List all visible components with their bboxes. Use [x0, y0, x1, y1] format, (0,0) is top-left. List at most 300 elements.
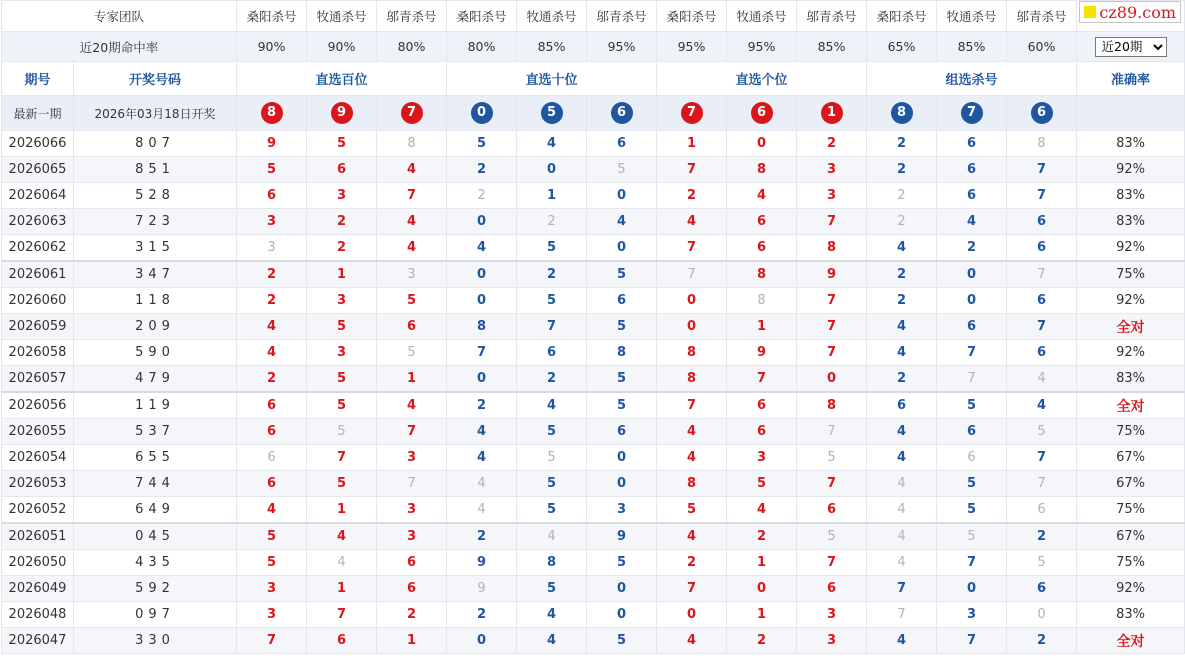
kill-number: 4 — [657, 523, 727, 550]
kill-number: 8 — [517, 550, 587, 576]
table-row — [2, 550, 1185, 576]
kill-number: 7 — [797, 209, 867, 235]
kill-number: 7 — [377, 183, 447, 209]
kill-number: 9 — [447, 576, 517, 602]
issue-number: 2026059 — [2, 314, 74, 340]
kill-number: 5 — [587, 628, 657, 654]
kill-number: 8 — [1007, 131, 1077, 157]
accuracy-rate: 83% — [1077, 602, 1185, 628]
kill-number: 8 — [797, 235, 867, 262]
table-row — [2, 261, 1185, 288]
kill-number: 1 — [657, 131, 727, 157]
kill-number-table — [1, 0, 1185, 654]
kill-number: 8 — [657, 366, 727, 393]
expert-name: 桑阳杀号 — [657, 1, 727, 32]
kill-number: 7 — [307, 602, 377, 628]
kill-number: 5 — [587, 157, 657, 183]
kill-number: 3 — [377, 523, 447, 550]
draw-numbers: 807 — [74, 131, 237, 157]
site-watermark — [1079, 1, 1181, 23]
kill-number: 2 — [1007, 628, 1077, 654]
accuracy-rate: 75% — [1077, 497, 1185, 524]
kill-number: 4 — [377, 209, 447, 235]
kill-number: 0 — [447, 209, 517, 235]
table-row — [2, 602, 1185, 628]
kill-number: 1 — [307, 261, 377, 288]
expert-name: 邬青杀号 — [377, 1, 447, 32]
kill-number: 5 — [307, 471, 377, 497]
kill-number: 6 — [937, 131, 1007, 157]
kill-number: 5 — [517, 419, 587, 445]
issue-number: 2026048 — [2, 602, 74, 628]
latest-ball-cell — [937, 96, 1007, 131]
table-row — [2, 419, 1185, 445]
hit-rate: 80% — [377, 32, 447, 62]
kill-number: 4 — [867, 628, 937, 654]
accuracy-rate: 92% — [1077, 340, 1185, 366]
kill-number: 0 — [587, 602, 657, 628]
latest-issue-row — [2, 96, 1185, 131]
draw-numbers: 723 — [74, 209, 237, 235]
draw-numbers: 045 — [74, 523, 237, 550]
accuracy-rate: 全对 — [1077, 314, 1185, 340]
accuracy-rate: 92% — [1077, 235, 1185, 262]
kill-number: 5 — [377, 340, 447, 366]
latest-ball-cell — [797, 96, 867, 131]
kill-number: 7 — [1007, 157, 1077, 183]
draw-numbers: 537 — [74, 419, 237, 445]
kill-number: 0 — [447, 366, 517, 393]
issue-number: 2026049 — [2, 576, 74, 602]
kill-number: 3 — [377, 261, 447, 288]
kill-number: 6 — [307, 157, 377, 183]
kill-number: 3 — [727, 445, 797, 471]
kill-number: 2 — [517, 209, 587, 235]
kill-number: 7 — [657, 157, 727, 183]
kill-number: 3 — [797, 602, 867, 628]
kill-number: 6 — [517, 340, 587, 366]
draw-numbers: 097 — [74, 602, 237, 628]
kill-number: 7 — [1007, 471, 1077, 497]
expert-name: 牧通杀号 — [937, 1, 1007, 32]
hit-rate: 60% — [1007, 32, 1077, 62]
kill-number: 7 — [517, 314, 587, 340]
issue-number: 2026055 — [2, 419, 74, 445]
kill-number: 4 — [237, 497, 307, 524]
group-header-group: 组选杀号 — [867, 62, 1077, 96]
kill-number: 0 — [587, 445, 657, 471]
kill-number: 2 — [447, 523, 517, 550]
kill-number: 0 — [937, 261, 1007, 288]
kill-number: 5 — [1007, 550, 1077, 576]
kill-number: 7 — [657, 235, 727, 262]
kill-number: 2 — [517, 261, 587, 288]
latest-draw-date: 2026年03月18日开奖 — [74, 96, 237, 131]
latest-ball-cell — [587, 96, 657, 131]
number-ball: 6 — [751, 102, 773, 124]
number-ball: 0 — [471, 102, 493, 124]
table-row — [2, 628, 1185, 654]
kill-number: 7 — [657, 261, 727, 288]
kill-number: 7 — [377, 471, 447, 497]
kill-number: 6 — [1007, 288, 1077, 314]
draw-numbers: 479 — [74, 366, 237, 393]
kill-number: 7 — [1007, 314, 1077, 340]
kill-number: 2 — [867, 157, 937, 183]
kill-number: 5 — [727, 471, 797, 497]
expert-name: 牧通杀号 — [517, 1, 587, 32]
kill-number: 0 — [727, 576, 797, 602]
kill-number: 8 — [797, 392, 867, 419]
kill-number: 5 — [237, 157, 307, 183]
kill-number: 2 — [657, 550, 727, 576]
latest-ball-cell — [517, 96, 587, 131]
kill-number: 3 — [797, 157, 867, 183]
kill-number: 6 — [307, 628, 377, 654]
kill-number: 7 — [797, 471, 867, 497]
draw-numbers: 851 — [74, 157, 237, 183]
latest-label: 最新一期 — [2, 96, 74, 131]
expert-name: 牧通杀号 — [727, 1, 797, 32]
kill-number: 7 — [797, 419, 867, 445]
kill-number: 7 — [377, 419, 447, 445]
kill-number: 0 — [587, 576, 657, 602]
kill-number: 4 — [377, 392, 447, 419]
accuracy-header: 准确率 — [1077, 62, 1185, 96]
draw-numbers: 744 — [74, 471, 237, 497]
expert-name: 牧通杀号 — [307, 1, 377, 32]
issue-number: 2026051 — [2, 523, 74, 550]
kill-number: 9 — [237, 131, 307, 157]
kill-number: 0 — [657, 602, 727, 628]
expert-name: 桑阳杀号 — [867, 1, 937, 32]
expert-name: 邬青杀号 — [797, 1, 867, 32]
kill-number: 1 — [517, 183, 587, 209]
kill-number: 3 — [237, 576, 307, 602]
expert-name: 邬青杀号 — [1007, 1, 1077, 32]
number-ball: 7 — [401, 102, 423, 124]
hit-rate: 90% — [237, 32, 307, 62]
kill-number: 6 — [797, 576, 867, 602]
kill-number: 5 — [307, 392, 377, 419]
accuracy-rate: 67% — [1077, 445, 1185, 471]
expert-header-row — [2, 1, 1185, 32]
kill-number: 9 — [797, 261, 867, 288]
draw-header: 开奖号码 — [74, 62, 237, 96]
latest-accuracy-cell — [1077, 96, 1185, 131]
kill-number: 8 — [657, 340, 727, 366]
accuracy-rate: 83% — [1077, 131, 1185, 157]
kill-number: 2 — [867, 183, 937, 209]
accuracy-rate: 83% — [1077, 366, 1185, 393]
kill-number: 2 — [1007, 523, 1077, 550]
draw-numbers: 528 — [74, 183, 237, 209]
kill-number: 7 — [937, 628, 1007, 654]
kill-number: 4 — [307, 523, 377, 550]
table-row — [2, 392, 1185, 419]
number-ball: 8 — [891, 102, 913, 124]
kill-number: 6 — [1007, 576, 1077, 602]
kill-number: 4 — [867, 497, 937, 524]
kill-number: 4 — [447, 471, 517, 497]
kill-number: 6 — [727, 235, 797, 262]
kill-number: 6 — [377, 576, 447, 602]
kill-number: 5 — [587, 314, 657, 340]
hit-rate: 95% — [727, 32, 797, 62]
draw-numbers: 590 — [74, 340, 237, 366]
kill-number: 4 — [1007, 366, 1077, 393]
hit-rate: 85% — [797, 32, 867, 62]
kill-number: 6 — [377, 314, 447, 340]
kill-number: 6 — [237, 419, 307, 445]
kill-number: 8 — [727, 261, 797, 288]
kill-number: 3 — [377, 497, 447, 524]
kill-number: 0 — [587, 471, 657, 497]
kill-number: 5 — [377, 288, 447, 314]
kill-number: 6 — [1007, 497, 1077, 524]
kill-number: 6 — [937, 445, 1007, 471]
table-row — [2, 157, 1185, 183]
kill-number: 4 — [867, 419, 937, 445]
kill-number: 0 — [447, 261, 517, 288]
kill-number: 5 — [307, 419, 377, 445]
kill-number: 4 — [1007, 392, 1077, 419]
kill-number: 4 — [517, 392, 587, 419]
kill-number: 5 — [657, 497, 727, 524]
kill-number: 6 — [587, 131, 657, 157]
watermark-square-icon — [1084, 6, 1096, 18]
kill-number: 2 — [307, 235, 377, 262]
kill-number: 4 — [657, 419, 727, 445]
number-ball: 6 — [1031, 102, 1053, 124]
number-ball: 9 — [331, 102, 353, 124]
issue-number: 2026058 — [2, 340, 74, 366]
kill-number: 2 — [657, 183, 727, 209]
latest-ball-cell — [657, 96, 727, 131]
issue-number: 2026053 — [2, 471, 74, 497]
kill-number: 7 — [797, 550, 867, 576]
kill-number: 3 — [307, 288, 377, 314]
kill-number: 6 — [937, 314, 1007, 340]
hit-rate-row — [2, 32, 1185, 62]
accuracy-rate: 83% — [1077, 209, 1185, 235]
issue-number: 2026060 — [2, 288, 74, 314]
table-row — [2, 131, 1185, 157]
kill-number: 6 — [237, 392, 307, 419]
accuracy-rate: 92% — [1077, 157, 1185, 183]
watermark-text: cz89.com — [1099, 2, 1176, 22]
kill-number: 2 — [867, 131, 937, 157]
kill-number: 6 — [237, 471, 307, 497]
hit-rate: 85% — [937, 32, 1007, 62]
kill-number: 5 — [587, 261, 657, 288]
kill-number: 4 — [447, 419, 517, 445]
accuracy-rate: 75% — [1077, 550, 1185, 576]
kill-number: 2 — [447, 183, 517, 209]
kill-number: 3 — [797, 628, 867, 654]
kill-number: 0 — [587, 235, 657, 262]
table-row — [2, 314, 1185, 340]
kill-number: 3 — [307, 183, 377, 209]
kill-number: 4 — [867, 340, 937, 366]
kill-number: 2 — [727, 628, 797, 654]
kill-number: 0 — [447, 288, 517, 314]
expert-name: 桑阳杀号 — [447, 1, 517, 32]
latest-ball-cell — [237, 96, 307, 131]
column-header-row — [2, 62, 1185, 96]
kill-number: 4 — [237, 340, 307, 366]
kill-number: 4 — [587, 209, 657, 235]
table-row — [2, 288, 1185, 314]
kill-number: 6 — [727, 209, 797, 235]
kill-number: 4 — [517, 602, 587, 628]
kill-number: 4 — [517, 131, 587, 157]
kill-number: 6 — [237, 445, 307, 471]
kill-number: 7 — [1007, 183, 1077, 209]
kill-number: 4 — [377, 235, 447, 262]
table-row — [2, 471, 1185, 497]
kill-number: 5 — [797, 445, 867, 471]
kill-number: 5 — [237, 523, 307, 550]
kill-number: 2 — [937, 235, 1007, 262]
table-row — [2, 235, 1185, 262]
table-row — [2, 523, 1185, 550]
kill-number: 1 — [727, 602, 797, 628]
kill-number: 9 — [727, 340, 797, 366]
hit-rate-label: 近20期命中率 — [2, 32, 237, 62]
kill-number: 5 — [517, 235, 587, 262]
kill-number: 0 — [657, 288, 727, 314]
draw-numbers: 118 — [74, 288, 237, 314]
kill-number: 5 — [237, 550, 307, 576]
kill-number: 4 — [867, 235, 937, 262]
kill-number: 4 — [657, 209, 727, 235]
hit-rate: 65% — [867, 32, 937, 62]
accuracy-rate: 75% — [1077, 419, 1185, 445]
kill-number: 9 — [587, 523, 657, 550]
kill-number: 6 — [1007, 209, 1077, 235]
latest-ball-cell — [447, 96, 517, 131]
hit-rate: 90% — [307, 32, 377, 62]
kill-number: 1 — [727, 550, 797, 576]
kill-number: 2 — [867, 366, 937, 393]
kill-number: 4 — [517, 523, 587, 550]
draw-numbers: 435 — [74, 550, 237, 576]
hit-rate: 85% — [517, 32, 587, 62]
kill-number: 3 — [237, 602, 307, 628]
kill-number: 5 — [587, 366, 657, 393]
kill-number: 6 — [727, 392, 797, 419]
draw-numbers: 655 — [74, 445, 237, 471]
issue-number: 2026057 — [2, 366, 74, 393]
latest-ball-cell — [867, 96, 937, 131]
draw-numbers: 347 — [74, 261, 237, 288]
kill-number: 8 — [447, 314, 517, 340]
kill-number: 6 — [727, 419, 797, 445]
kill-number: 3 — [587, 497, 657, 524]
kill-number: 4 — [307, 550, 377, 576]
kill-number: 5 — [937, 392, 1007, 419]
kill-number: 7 — [237, 628, 307, 654]
kill-number: 4 — [447, 235, 517, 262]
kill-number: 2 — [867, 209, 937, 235]
kill-number: 6 — [937, 183, 1007, 209]
kill-number: 7 — [797, 288, 867, 314]
kill-number: 5 — [937, 523, 1007, 550]
kill-number: 4 — [867, 550, 937, 576]
kill-number: 0 — [657, 314, 727, 340]
accuracy-rate: 83% — [1077, 183, 1185, 209]
kill-number: 7 — [867, 602, 937, 628]
latest-ball-cell — [307, 96, 377, 131]
accuracy-rate: 92% — [1077, 288, 1185, 314]
kill-number: 0 — [727, 131, 797, 157]
kill-number: 7 — [1007, 261, 1077, 288]
kill-number: 5 — [307, 314, 377, 340]
kill-number: 5 — [517, 445, 587, 471]
kill-number: 6 — [377, 550, 447, 576]
kill-number: 8 — [727, 288, 797, 314]
kill-number: 2 — [517, 366, 587, 393]
draw-numbers: 315 — [74, 235, 237, 262]
kill-number: 4 — [237, 314, 307, 340]
period-select-cell — [1077, 32, 1185, 62]
kill-number: 7 — [657, 576, 727, 602]
kill-number: 7 — [867, 576, 937, 602]
hit-rate: 80% — [447, 32, 517, 62]
kill-number: 6 — [1007, 340, 1077, 366]
hit-rate: 95% — [657, 32, 727, 62]
kill-number: 4 — [517, 628, 587, 654]
kill-number: 8 — [377, 131, 447, 157]
issue-number: 2026052 — [2, 497, 74, 524]
kill-number: 2 — [237, 261, 307, 288]
group-header-tens: 直选十位 — [447, 62, 657, 96]
draw-numbers: 119 — [74, 392, 237, 419]
kill-number: 6 — [797, 497, 867, 524]
draw-numbers: 649 — [74, 497, 237, 524]
table-row — [2, 576, 1185, 602]
latest-ball-cell — [727, 96, 797, 131]
issue-number: 2026065 — [2, 157, 74, 183]
kill-number: 5 — [937, 471, 1007, 497]
table-row — [2, 209, 1185, 235]
kill-number: 2 — [867, 288, 937, 314]
issue-header: 期号 — [2, 62, 74, 96]
kill-number: 8 — [587, 340, 657, 366]
kill-number: 7 — [797, 340, 867, 366]
kill-number: 5 — [517, 288, 587, 314]
kill-number: 4 — [867, 445, 937, 471]
kill-number: 5 — [307, 131, 377, 157]
kill-number: 6 — [937, 157, 1007, 183]
table-row — [2, 497, 1185, 524]
latest-ball-cell — [1007, 96, 1077, 131]
kill-number: 7 — [727, 366, 797, 393]
kill-number: 3 — [237, 235, 307, 262]
kill-number: 5 — [447, 131, 517, 157]
period-select[interactable] — [1095, 37, 1167, 57]
number-ball: 8 — [261, 102, 283, 124]
kill-number: 9 — [447, 550, 517, 576]
kill-number: 6 — [937, 419, 1007, 445]
kill-number: 7 — [1007, 445, 1077, 471]
draw-numbers: 592 — [74, 576, 237, 602]
number-ball: 1 — [821, 102, 843, 124]
group-header-units: 直选个位 — [657, 62, 867, 96]
issue-number: 2026061 — [2, 261, 74, 288]
number-ball: 7 — [961, 102, 983, 124]
